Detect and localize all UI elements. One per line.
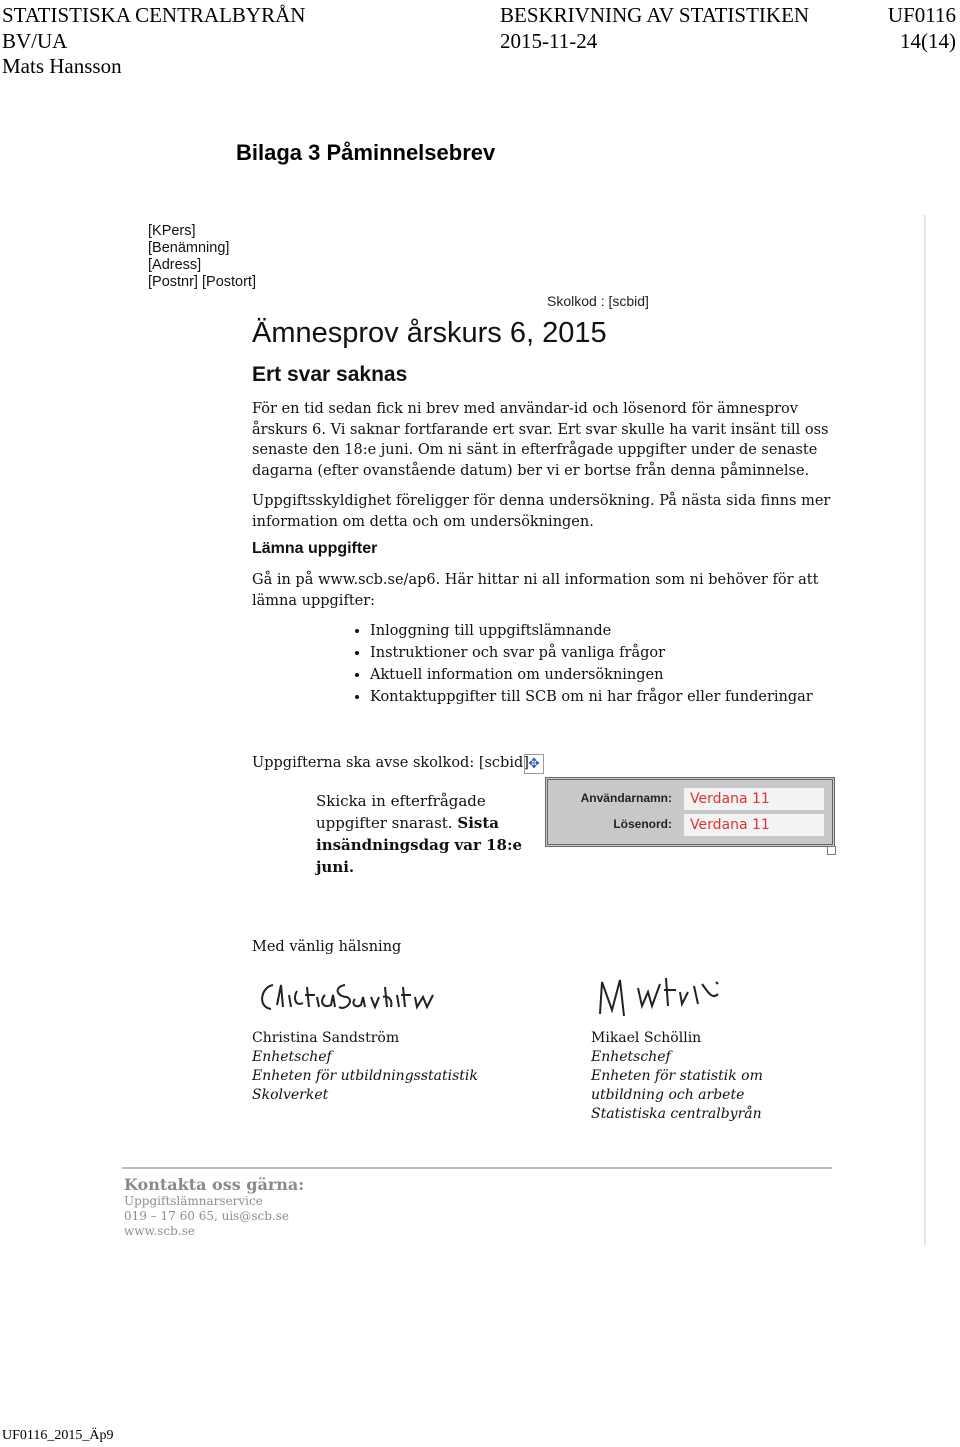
username-row (548, 786, 832, 812)
paragraph-obligation: Uppgiftsskyldighet föreligger för denna undersökning. På nästa sida finns mer information om detta och om undersökningen. (252, 493, 831, 530)
deadline-normal-text: Skicka in efterfrågade uppgifter snarast. (316, 792, 486, 832)
resize-handle-icon (827, 846, 836, 855)
school-code-note: Uppgifterna ska avse skolkod: [scbid] (252, 755, 529, 771)
list-item: • Inloggning till uppgiftslämnande (370, 620, 813, 642)
password-row (548, 812, 832, 838)
list-item: • Aktuell information om undersökningen (370, 664, 813, 686)
deadline-bold-text: Sista insändningsdag var 18:e juni. (316, 814, 523, 876)
signer-role: Enhetschef (591, 1049, 671, 1065)
credentials-box (545, 777, 835, 847)
signer-org: Skolverket (252, 1087, 329, 1103)
paragraph-instructions: Gå in på www.scb.se/ap6. Här hittar ni all information som ni behöver för att lämna uppgifter: (252, 572, 819, 609)
reminder-letter (0, 215, 926, 1245)
signer-unit: Enheten för utbildningsstatistik (252, 1068, 478, 1084)
contact-block (124, 1175, 304, 1239)
section-heading: Lämna uppgifter (252, 540, 378, 557)
greeting: Med vänlig hälsning (252, 939, 402, 955)
password-label: Lösenord: (613, 817, 672, 831)
signer-christina (252, 1029, 478, 1105)
list-item: • Kontaktuppgifter till SCB om ni har frågor eller funderingar (370, 686, 813, 708)
document-footer: UF0116_2015_Äp9 (2, 1428, 114, 1443)
signature-mikael (594, 970, 724, 1020)
contact-line: www.scb.se (124, 1224, 195, 1238)
contact-line: Uppgiftslämnarservice (124, 1194, 263, 1208)
deadline-text (316, 790, 546, 878)
signer-unit-line2: utbildning och arbete (591, 1087, 745, 1103)
signature-christina (255, 977, 440, 1017)
header-page-number: 14(14) (900, 29, 956, 53)
address-line: [Postnr] [Postort] (148, 274, 256, 290)
bullet-list (340, 620, 813, 708)
address-line: [Adress] (148, 257, 202, 273)
header-unit: BV/UA (2, 29, 68, 53)
address-block (148, 223, 256, 291)
signer-name: Mikael Schöllin (591, 1030, 702, 1046)
signer-unit: Enheten för statistik om (591, 1068, 763, 1084)
contact-heading: Kontakta oss gärna: (124, 1175, 305, 1194)
header-doc-type: BESKRIVNING AV STATISTIKEN (500, 3, 810, 27)
signer-mikael (591, 1029, 763, 1124)
move-handle-icon: ✥ (524, 754, 544, 774)
signer-org: Statistiska centralbyrån (591, 1106, 762, 1122)
username-label: Användarnamn: (580, 791, 672, 805)
header-org: STATISTISKA CENTRALBYRÅN (2, 3, 306, 27)
address-line: [Benämning] (148, 240, 230, 256)
username-value: Verdana 11 (684, 788, 824, 810)
list-item: • Instruktioner och svar på vanliga frågor (370, 642, 813, 664)
header-author: Mats Hansson (2, 54, 122, 78)
signer-role: Enhetschef (252, 1049, 332, 1065)
signer-name: Christina Sandström (252, 1030, 400, 1046)
password-value: Verdana 11 (684, 814, 824, 836)
address-line: [KPers] (148, 223, 196, 239)
header-date: 2015-11-24 (500, 29, 598, 53)
appendix-title: Bilaga 3 Påminnelsebrev (236, 140, 496, 165)
letter-title: Ämnesprov årskurs 6, 2015 (252, 317, 607, 349)
school-code: Skolkod : [scbid] (547, 293, 649, 309)
contact-line: 019 – 17 60 65, uis@scb.se (124, 1209, 289, 1223)
header-code: UF0116 (887, 3, 956, 27)
paragraph-reminder: För en tid sedan fick ni brev med användar-id och lösenord för ämnesprov årskurs 6. Vi saknar fortfarande ert svar. Ert svar skulle ha varit insänt till oss senaste den 18:e juni. Om ni sänt in efterfrågade uppgifter under de senaste dagarna (efter ovanstående datum) ber vi er bortse från denna påminnelse. (252, 401, 829, 479)
contact-divider (122, 1167, 832, 1169)
letter-subtitle: Ert svar saknas (252, 363, 408, 386)
